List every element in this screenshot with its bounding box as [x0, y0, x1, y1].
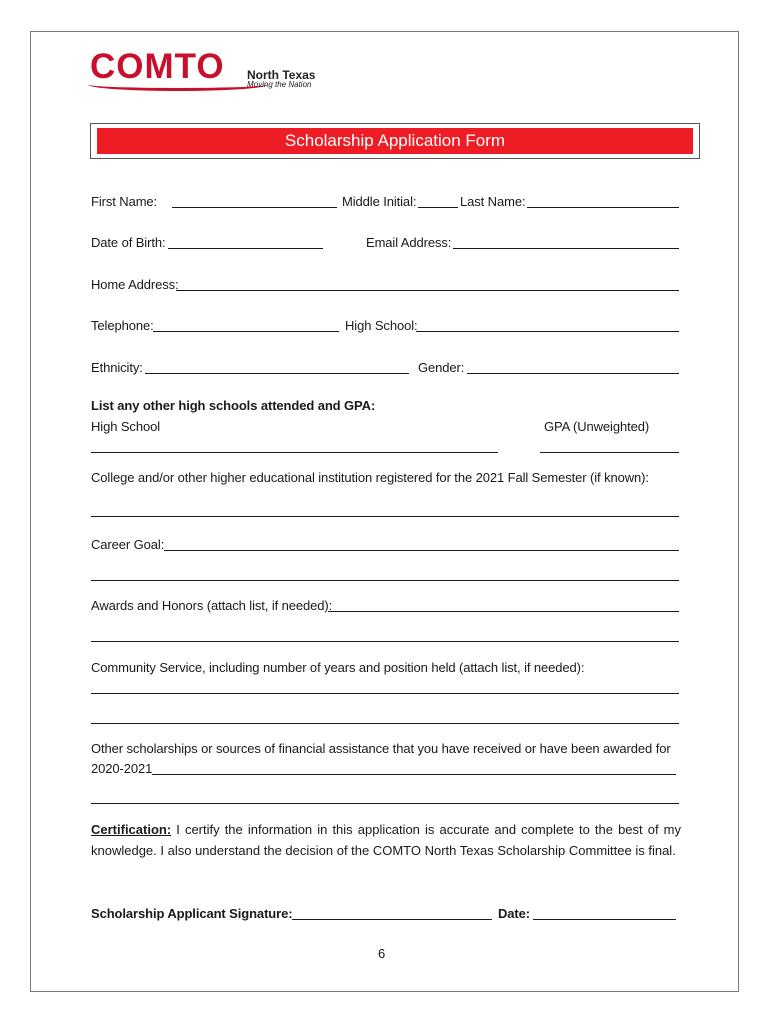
date-of-birth-line[interactable]: [168, 248, 323, 249]
date-of-birth-label: Date of Birth:: [91, 235, 166, 250]
form-title: Scholarship Application Form: [97, 128, 693, 154]
other-gpa-line[interactable]: [540, 452, 679, 453]
high-school-line[interactable]: [416, 331, 679, 332]
middle-initial-label: Middle Initial:: [342, 194, 417, 209]
ethnicity-line[interactable]: [145, 373, 409, 374]
telephone-line[interactable]: [153, 331, 339, 332]
college-prompt: College and/or other higher educational institution registered for the 2021 Fall Semester (if known):: [91, 470, 649, 485]
page-number: 6: [378, 946, 386, 961]
career-goal-label: Career Goal:: [91, 537, 165, 552]
last-name-label: Last Name:: [460, 194, 526, 209]
signature-label: Scholarship Applicant Signature:: [91, 906, 293, 921]
other-schools-col-school: High School: [91, 419, 160, 434]
community-service-line-1[interactable]: [91, 693, 679, 694]
certification-paragraph: [91, 819, 681, 861]
logo-brand: COMTO: [90, 47, 225, 86]
telephone-label: Telephone:: [91, 318, 154, 333]
home-address-label: Home Address:: [91, 277, 179, 292]
logo-region: North Texas: [247, 68, 316, 82]
other-scholarships-line-1[interactable]: [152, 774, 676, 775]
form-title-box: [90, 123, 700, 159]
first-name-line[interactable]: [172, 207, 337, 208]
date-line[interactable]: [533, 919, 676, 920]
gender-line[interactable]: [467, 373, 679, 374]
other-scholarships-line-2[interactable]: [91, 803, 679, 804]
first-name-label: First Name:: [91, 194, 158, 209]
other-scholarships-label: Other scholarships or sources of financial assistance that you have received or have been awarded for: [91, 741, 671, 756]
last-name-line[interactable]: [527, 207, 679, 208]
email-address-line[interactable]: [453, 248, 679, 249]
logo-tagline: Moving the Nation: [247, 80, 312, 89]
gender-label: Gender:: [418, 360, 465, 375]
home-address-line[interactable]: [176, 290, 679, 291]
certification-text: I certify the information in this application is accurate and complete to the best of my knowledge. I also understand the decision of the COMTO North Texas Scholarship Committee is final.: [91, 822, 681, 858]
date-label: Date:: [498, 906, 531, 921]
other-schools-heading: List any other high schools attended and GPA:: [91, 398, 376, 413]
awards-line-2[interactable]: [91, 641, 679, 642]
signature-line[interactable]: [292, 919, 492, 920]
middle-initial-line[interactable]: [418, 207, 458, 208]
awards-label: Awards and Honors (attach list, if needed):: [91, 598, 333, 613]
email-address-label: Email Address:: [366, 235, 452, 250]
career-goal-line-2[interactable]: [91, 580, 679, 581]
other-school-line[interactable]: [91, 452, 498, 453]
other-schools-col-gpa: GPA (Unweighted): [544, 419, 650, 434]
ethnicity-label: Ethnicity:: [91, 360, 143, 375]
career-goal-line-1[interactable]: [164, 550, 679, 551]
high-school-label: High School:: [345, 318, 418, 333]
awards-line-1[interactable]: [328, 611, 679, 612]
community-service-line-2[interactable]: [91, 723, 679, 724]
other-scholarships-year: 2020-2021: [91, 761, 153, 776]
community-service-label: Community Service, including number of years and position held (attach list, if needed):: [91, 660, 585, 675]
logo-swoosh: [88, 78, 268, 91]
college-line[interactable]: [91, 516, 679, 517]
certification-label: Certification:: [91, 822, 172, 837]
